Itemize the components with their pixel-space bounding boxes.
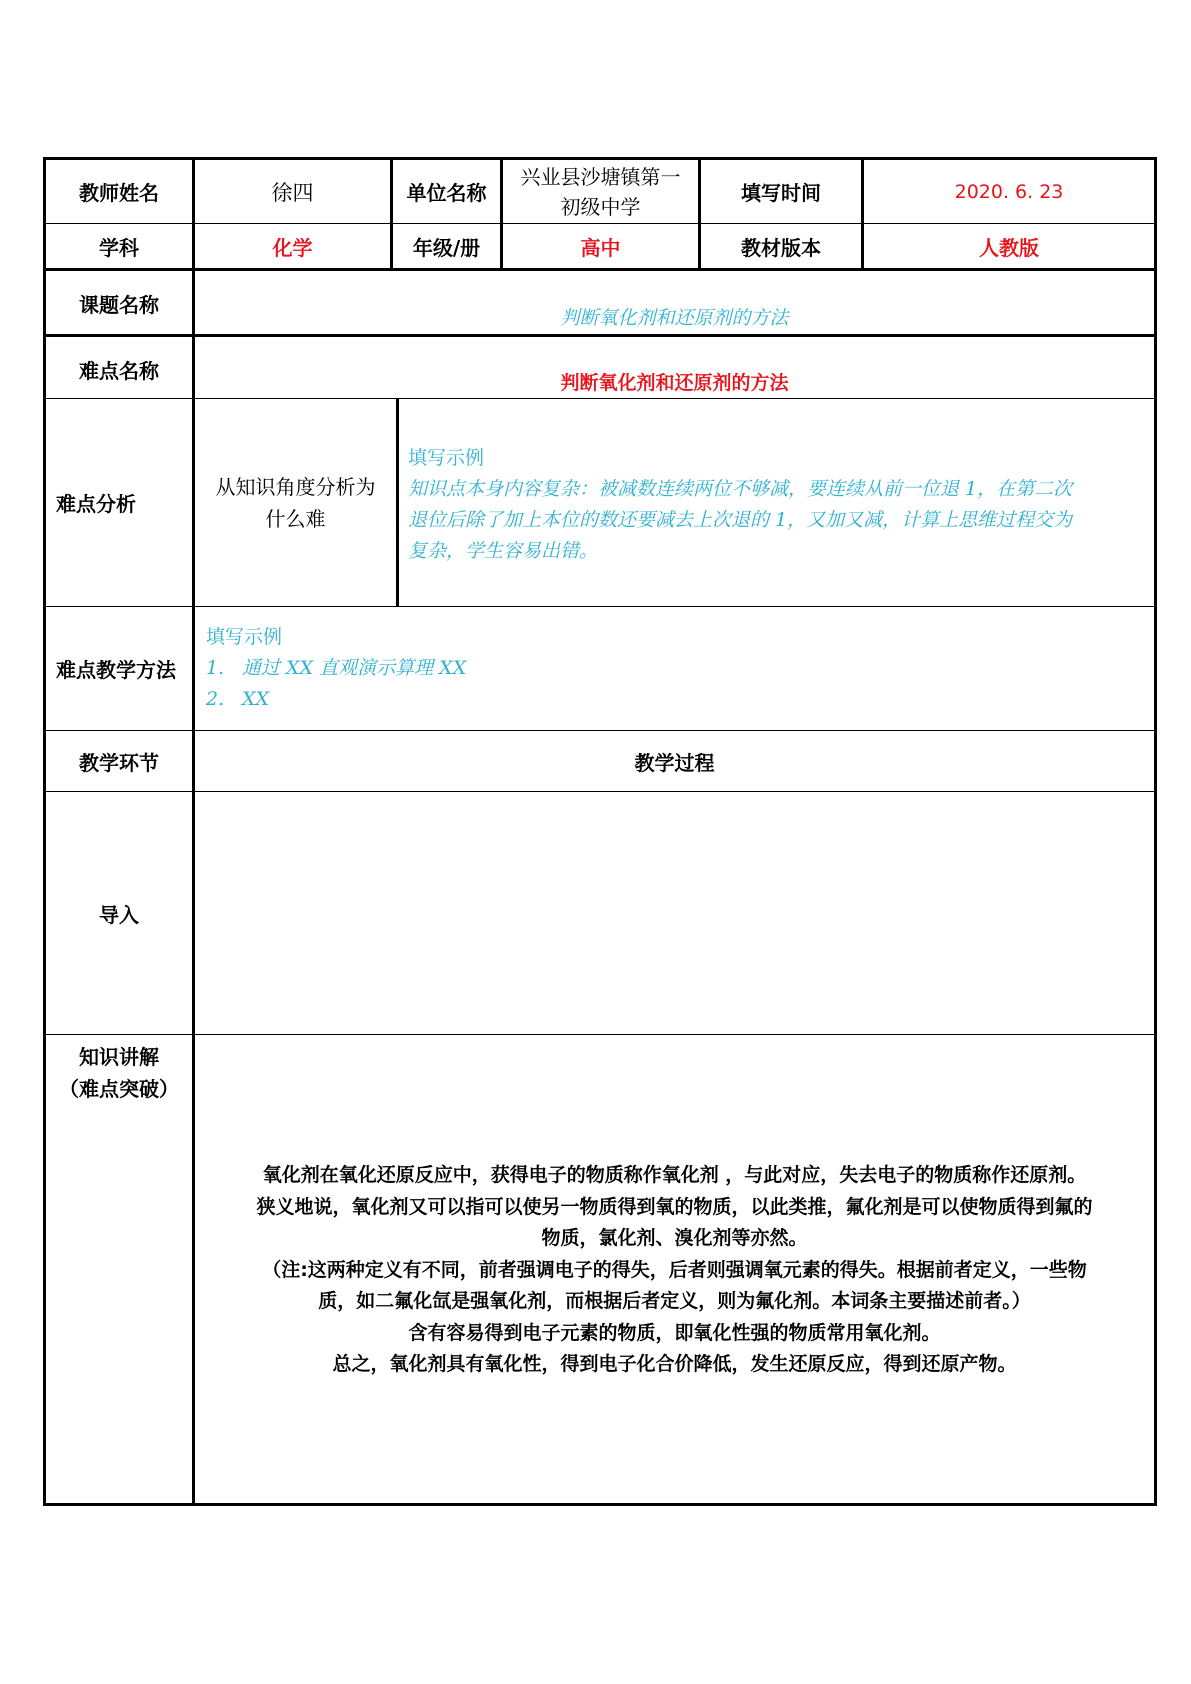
knowledge-line: （注:这两种定义有不同，前者强调电子的得失，后者则强调氧元素的得失。根据前者定义，一些物	[262, 1258, 1087, 1281]
knowledge-label-line2: （难点突破）	[59, 1077, 179, 1101]
analysis-divider	[396, 398, 399, 607]
teaching-method-example-title: 填写示例	[206, 626, 283, 648]
analysis-example-line: 知识点本身内容复杂：被减数连续两位不够减，要连续从前一位退 1，在第二次	[408, 478, 1073, 500]
knowledge-line: 质，如二氟化氙是强氧化剂，而根据后者定义，则为氟化剂。本词条主要描述前者。）	[318, 1290, 1031, 1312]
analysis-example	[408, 443, 1153, 567]
textbook-version-value: 人教版	[979, 235, 1039, 260]
subject-value: 化学	[272, 235, 313, 260]
knowledge-line: 物质，氯化剂、溴化剂等亦然。	[541, 1227, 808, 1249]
difficulty-label: 难点名称	[79, 359, 159, 383]
intro-content	[195, 792, 1154, 1034]
teaching-method-example	[206, 622, 1146, 715]
knowledge-line: 狭义地说，氧化剂又可以指可以使另一物质得到氧的物质，以此类推，氟化剂是可以使物质得到氟的	[256, 1195, 1093, 1218]
analysis-label: 难点分析	[56, 492, 136, 516]
knowledge-line: 总之，氧化剂具有氧化性，得到电子化合价降低，发生还原反应，得到还原产物。	[332, 1353, 1017, 1375]
unit-name-line2: 初级中学	[560, 194, 641, 219]
teacher-name-label: 教师姓名	[79, 181, 159, 205]
table-border-right	[1154, 157, 1157, 1506]
knowledge-line: 含有容易得到电子元素的物质，即氧化性强的物质常用氧化剂。	[408, 1321, 941, 1344]
row-divider	[43, 1034, 1157, 1035]
analysis-example-line: 退位后除了加上本位的数还要减去上次退的 1，又加又减，计算上思维过程交为	[408, 509, 1073, 531]
analysis-example-line: 复杂，学生容易出错。	[408, 540, 599, 562]
analysis-sublabel-line1: 从知识角度分析为	[215, 474, 376, 499]
grade-label: 年级/册	[412, 235, 481, 260]
table-border-bottom	[43, 1503, 1157, 1506]
difficulty-value: 判断氧化剂和还原剂的方法	[560, 372, 789, 394]
topic-value: 判断氧化剂和还原剂的方法	[560, 307, 789, 329]
teaching-process-header: 教学过程	[634, 750, 715, 775]
teaching-method-item	[206, 684, 1146, 715]
unit-name-line1: 兴业县沙塘镇第一	[520, 164, 681, 189]
row-divider	[43, 606, 1157, 607]
fill-date-label: 填写时间	[741, 181, 821, 205]
item-number: 2.	[206, 688, 225, 710]
subject-label: 学科	[99, 235, 139, 260]
teacher-name-value: 徐四	[271, 180, 314, 205]
teaching-method-item	[206, 653, 1146, 684]
teaching-stage-header: 教学环节	[79, 750, 159, 775]
teaching-method-label: 难点教学方法	[56, 658, 176, 682]
item-text: 通过 XX 直观演示算理 XX	[242, 657, 467, 679]
analysis-sublabel	[195, 399, 396, 606]
grade-value: 高中	[580, 235, 621, 260]
knowledge-label-line1: 知识讲解	[79, 1045, 159, 1069]
unit-name-value	[503, 160, 698, 223]
knowledge-content	[195, 1160, 1154, 1381]
topic-label: 课题名称	[79, 293, 159, 317]
item-number: 1.	[206, 657, 225, 679]
item-text: XX	[242, 688, 270, 710]
fill-date-value: 2020. 6. 23	[954, 180, 1064, 203]
knowledge-line: 氧化剂在氧化还原反应中，获得电子的物质称作氧化剂 ，与此对应，失去电子的物质称作还原剂。	[262, 1164, 1087, 1186]
textbook-version-label: 教材版本	[741, 235, 821, 260]
unit-name-label: 单位名称	[406, 181, 487, 205]
analysis-sublabel-line2: 什么难	[265, 506, 326, 531]
knowledge-label	[46, 1035, 192, 1105]
analysis-example-title: 填写示例	[408, 447, 485, 469]
intro-label: 导入	[99, 902, 139, 927]
